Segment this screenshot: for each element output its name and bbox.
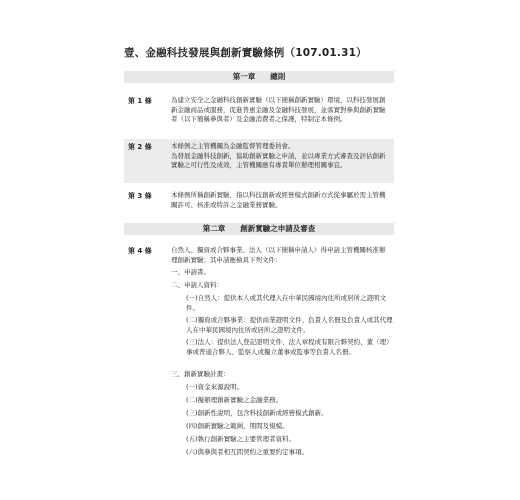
article-4-item-3-sub-5: (五)執行創新實驗之主要管理者資料。	[186, 435, 296, 443]
article-4-item-3-sub-1: (一)資金來源說明。	[186, 383, 244, 391]
article-4-item-2-sub-2: (二)獨資或合夥事業：提供商業證明文件、負責人名冊及負責人或其代理人在中華民國境內住所或居所之證明文件。	[186, 316, 393, 334]
article-4-item-3-sub-4: (四)創新實驗之範圍、期間及規模。	[186, 422, 289, 430]
article-4-intro-text: 自然人、獨資或合夥事業、法人（以下簡稱申請人）得申請主管機關核准辦理創新實驗；其申請應檢具下列文件：	[171, 246, 386, 264]
article-4-item-3-sub-2: (二)擬辦理創新實驗之金融業務。	[186, 396, 283, 404]
article-4-item-2-sub-3: (三)法人：提供法人登記證明文件、法人章程或有限合夥契約、董（理）事或普通合夥人、監察人或獨立董事或監事等負責人名冊。	[186, 338, 393, 356]
article-4-item-3-sub-3: (三)創新性說明，包含科技創新或經營模式創新。	[186, 409, 328, 417]
article-3-text	[171, 191, 389, 210]
article-2	[124, 139, 394, 183]
article-3	[124, 188, 394, 210]
article-4	[124, 243, 394, 265]
article-4-label: 第 4 條	[128, 247, 152, 255]
article-2-label: 第 2 條	[128, 143, 152, 151]
article-4-item-3-sub-6: (六)與參與者相互間契約之重要約定事項。	[186, 448, 309, 456]
article-2-text	[171, 142, 389, 171]
article-4-intro	[171, 246, 389, 265]
article-4-item-2: 二、申請人資料：	[171, 281, 223, 289]
article-1-paragraph: 為建立安全之金融科技創新實驗（以下簡稱創新實驗）環境，以科技發展創新金融商品或服務，促進普惠金融及金融科技發展，並落實對參與創新實驗者（以下簡稱參與者）及金融消費者之保護，特制定本條例。	[171, 96, 386, 123]
article-2-paragraph-2: 為發展金融科技創新，協助創新實驗之申請，並以專業方式審查及評估創新實驗之可行性及成效，主管機關應有專責單位辦理相關事宜。	[171, 151, 386, 169]
document-title: 壹、金融科技發展與創新實驗條例（107.01.31）	[124, 47, 367, 59]
article-2-paragraph-1: 本條例之主管機關為金融監督管理委員會。	[171, 142, 295, 150]
article-1-label: 第 1 條	[128, 97, 152, 105]
article-4-item-1: 一、申請書。	[171, 268, 210, 276]
article-4-item-3: 三、創新實驗計畫：	[171, 370, 230, 378]
article-1-text	[171, 96, 389, 125]
chapter-2-heading: 第二章 創新實驗之申請及審查	[124, 223, 394, 235]
article-3-paragraph: 本條例所稱創新實驗，指以科技創新或經營模式創新方式從事屬於需主管機關許可、核准或特許之金融業務實驗。	[171, 191, 386, 209]
article-4-item-2-sub-1: (一)自然人：提供本人或其代理人在中華民國境內住所或居所之證明文件。	[186, 294, 387, 312]
chapter-1-heading: 第一章 總則	[124, 71, 394, 83]
article-3-label: 第 3 條	[128, 192, 152, 200]
article-1	[124, 93, 394, 134]
